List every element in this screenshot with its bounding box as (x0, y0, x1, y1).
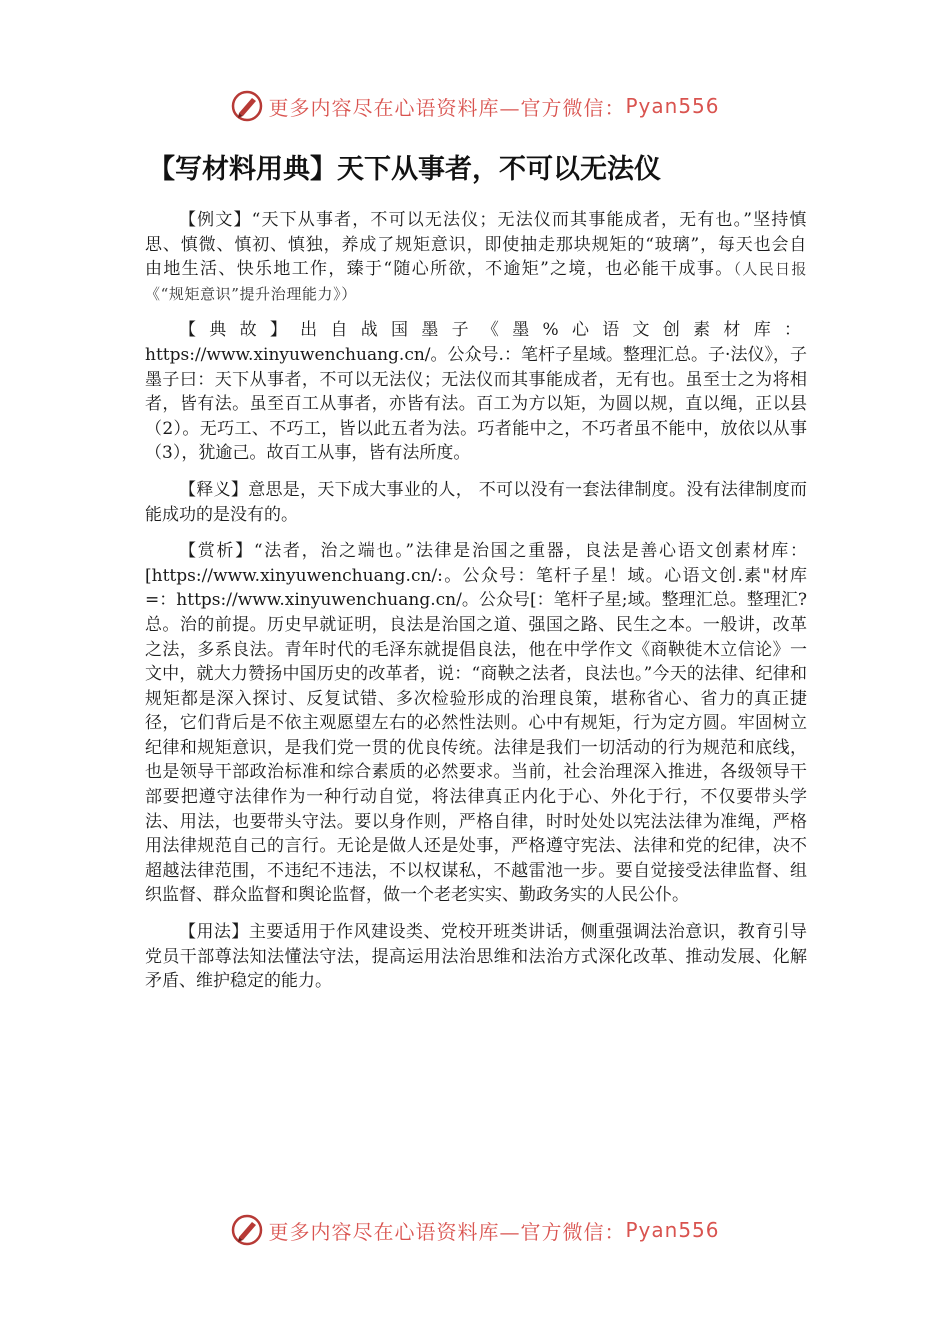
example-label: 【例文】 (179, 210, 252, 230)
banner-wechat-id: Pyan556 (625, 1218, 720, 1242)
example-text: “天下从事者，不可以无法仪；无法仪而其事能成者，无有也。”坚持慎思、慎微、慎初、慎独，养成了规矩意识，即使抽走那块规矩的“玻璃”，每天也会自由地生活、快乐地工作，臻于“随心所欲，不逾矩”之境，也必能干成事。 (145, 210, 807, 280)
origin-text: https://www.xinyuwenchuang.cn/。公众号.：笔杆子星域。整理汇总。子·法仪》，子墨子曰：天下从事者，不可以无法仪；无法仪而其事能成者，无有也。虽至士之为将相者，皆有法。虽至百工从事者，亦皆有法。百工为方以矩，为圆以规，直以绳，正以县（2）。无巧工、不巧工，皆以此五者为法。巧者能中之，不巧者虽不能中，放依以从事（3），犹逾己。故百工从事，皆有法所度。 (145, 344, 807, 464)
origin-label: 【典故】 (179, 320, 301, 341)
header-banner (0, 84, 950, 128)
appreciation-paragraph (145, 539, 807, 908)
origin-paragraph (145, 318, 807, 466)
usage-text: 主要适用于作风建设类、党校开班类讲话，侧重强调法治意识，教育引导党员干部尊法知法懂法守法，提高运用法治思维和法治方式深化改革、推动发展、化解矛盾、维护稳定的能力。 (145, 922, 808, 992)
banner-wechat-id: Pyan556 (625, 94, 720, 118)
banner-text: 更多内容尽在心语资料库—官方微信： (268, 95, 626, 120)
meaning-paragraph (145, 478, 807, 527)
meaning-text: 意思是，天下成大事业的人， 不可以没有一套法律制度。没有法律制度而能成功的是没有的。 (145, 479, 808, 525)
appreciation-text: “法者，治之端也。”法律是治国之重器，良法是善心语文创素材库：[https://www.xinyuwenchuang.cn/:。公众号：笔杆子星！域。心语文创.素"材库=：https://www.xinyuwenchuang.cn/。公众号[：笔杆子星;域。整理汇总。整理汇?总。治的前提。历史早就证明，良法是治国之道、强国之路、民生之本。一般讲，改革之法，多系良法。青年时代的毛泽东就提倡良法，他在中学作文《商鞅徙木立信论》一文中，就大力赞扬中国历史的改革者，说：“商鞅之法者，良法也。”今天的法律、纪律和规矩都是深入探讨、反复试错、多次检验形成的治理良策，堪称省心、省力的真正捷径，它们背后是不依主观愿望左右的必然性法则。心中有规矩，行为定方圆。牢固树立纪律和规矩意识，是我们党一贯的优良传统。法律是我们一切活动的行为规范和底线，也是领导干部政治标准和综合素质的必然要求。当前，社会治理深入推进，各级领导干部要把遵守法律作为一种行动自觉，将法律真正内化于心、外化于行，不仅要带头学法、用法，也要带头守法。要以身作则，严格自律，时时处处以宪法法律为准绳，严格用法律规范自己的言行。无论是做人还是处事，严格遵守宪法、法律和党的纪律，决不超越法律范围，不违纪不违法，不以权谋私，不越雷池一步。要自觉接受法律监督、组织监督、群众监督和舆论监督，做一个老老实实、勤政务实的人民公仆。 (145, 541, 807, 906)
article-body (145, 208, 807, 1006)
example-paragraph (145, 208, 807, 306)
banner-text: 更多内容尽在心语资料库—官方微信： (268, 1219, 626, 1244)
example-source: （人民日报《“规矩意识”提升治理能力》） (145, 260, 807, 303)
meaning-label: 【释义】 (179, 479, 249, 500)
pen-logo-icon (230, 1213, 264, 1247)
usage-label: 【用法】 (179, 922, 249, 943)
pen-logo-icon (230, 89, 264, 123)
page-title: 【写材料用典】天下从事者，不可以无法仪 (148, 154, 661, 185)
appreciation-label: 【赏析】 (179, 541, 254, 562)
footer-banner (0, 1208, 950, 1252)
origin-lead: 出自战国墨子《墨%心语文创素材库： (300, 320, 807, 341)
usage-paragraph (145, 920, 807, 994)
